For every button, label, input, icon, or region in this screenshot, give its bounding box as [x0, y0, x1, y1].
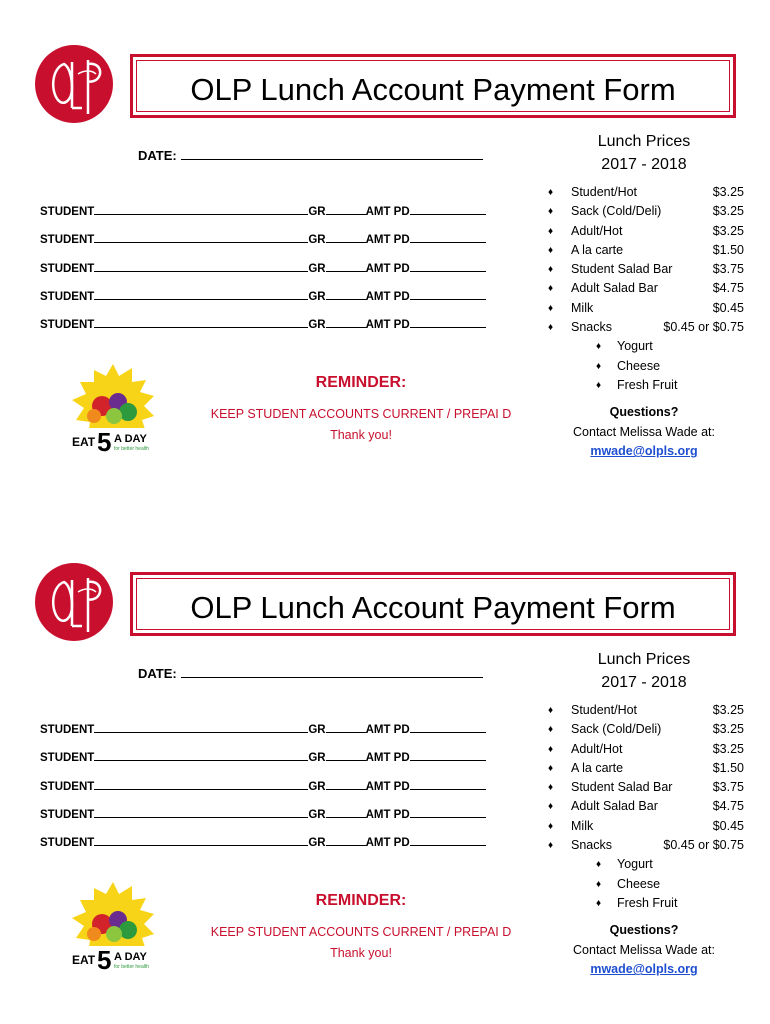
olp-logo-icon: [34, 44, 114, 124]
diamond-bullet-icon: ♦: [548, 264, 554, 276]
contact-block: [534, 921, 744, 980]
contact-email-link[interactable]: mwade@olpls.org: [590, 962, 698, 977]
student-line[interactable]: [94, 290, 308, 300]
price-item-value: $0.45 or $0.75: [663, 320, 744, 335]
amount-line[interactable]: [410, 290, 486, 300]
snack-item-label: Fresh Fruit: [617, 377, 678, 392]
date-line[interactable]: [181, 666, 483, 678]
grade-line[interactable]: [326, 780, 366, 790]
student-label: STUDENT: [40, 262, 95, 275]
price-item: [534, 279, 744, 298]
student-label: STUDENT: [40, 290, 95, 303]
date-label: DATE:: [138, 148, 177, 163]
reminder-block: [196, 374, 526, 446]
price-item-label: Milk: [571, 818, 594, 833]
grade-label: GR: [308, 837, 326, 850]
diamond-bullet-icon: ♦: [548, 820, 554, 832]
price-item-label: Sack (Cold/Deli): [571, 204, 662, 219]
snack-item-label: Yogurt: [617, 339, 653, 354]
lunch-prices-panel: [534, 648, 744, 980]
student-line[interactable]: [94, 780, 308, 790]
student-row[interactable]: [40, 723, 500, 751]
title-banner: [130, 572, 736, 636]
svg-text:5: 5: [97, 427, 112, 454]
amount-label: AMT PD: [365, 206, 410, 218]
svg-text:A DAY: A DAY: [114, 951, 147, 963]
price-item-value: $3.25: [712, 204, 744, 219]
student-label: STUDENT: [40, 752, 95, 765]
diamond-bullet-icon: ♦: [548, 743, 554, 755]
reminder-message: KEEP STUDENT ACCOUNTS CURRENT / PREPAI D: [210, 925, 512, 939]
price-item-value: $3.25: [712, 722, 744, 737]
student-label: STUDENT: [40, 319, 95, 332]
grade-line[interactable]: [326, 808, 366, 818]
price-item: [534, 778, 744, 797]
price-item: [534, 836, 744, 855]
amount-line[interactable]: [410, 780, 486, 790]
snack-item-label: Yogurt: [617, 857, 653, 872]
price-item-label: Milk: [571, 300, 594, 315]
svg-text:EAT: EAT: [72, 953, 96, 967]
diamond-bullet-icon: ♦: [596, 897, 602, 909]
student-row[interactable]: [40, 318, 500, 346]
diamond-bullet-icon: ♦: [548, 801, 554, 813]
student-row[interactable]: [40, 836, 500, 864]
price-item-value: $0.45: [712, 300, 744, 315]
grade-label: GR: [308, 319, 326, 332]
amount-label: AMT PD: [365, 262, 410, 275]
diamond-bullet-icon: ♦: [548, 762, 554, 774]
questions-label: Questions?: [609, 405, 679, 420]
prices-heading: Lunch Prices: [597, 133, 691, 150]
reminder-title: REMINDER:: [315, 892, 407, 909]
price-item-label: Student/Hot: [571, 185, 638, 199]
student-line[interactable]: [94, 808, 308, 818]
snack-list: [534, 855, 744, 913]
price-item: [534, 701, 744, 720]
reminder-title: REMINDER:: [315, 374, 407, 391]
diamond-bullet-icon: ♦: [548, 283, 554, 295]
snack-item-label: Cheese: [617, 358, 661, 373]
price-item-value: $3.25: [712, 741, 744, 756]
amount-label: AMT PD: [365, 319, 410, 332]
price-item-label: Adult/Hot: [571, 223, 623, 238]
price-item-value: $3.75: [712, 780, 744, 795]
diamond-bullet-icon: ♦: [548, 225, 554, 237]
price-item: [534, 759, 744, 778]
diamond-bullet-icon: ♦: [596, 859, 602, 871]
price-item-label: Adult Salad Bar: [571, 281, 658, 296]
price-item-value: $4.75: [712, 281, 744, 296]
snack-item: [534, 855, 744, 874]
student-row[interactable]: [40, 262, 500, 290]
student-line[interactable]: [94, 318, 308, 328]
price-item-value: $3.75: [712, 262, 744, 277]
student-row[interactable]: [40, 290, 500, 318]
grade-label: GR: [308, 234, 326, 247]
svg-text:for better health: for better health: [114, 964, 150, 970]
price-item-label: Snacks: [571, 320, 612, 335]
price-item-label: Student/Hot: [571, 703, 638, 717]
price-item-label: Student Salad Bar: [571, 780, 673, 795]
student-label: STUDENT: [40, 780, 95, 793]
price-item-label: Student Salad Bar: [571, 262, 673, 277]
amount-line[interactable]: [410, 808, 486, 818]
contact-block: [534, 403, 744, 462]
date-label: DATE:: [138, 666, 177, 681]
price-item-value: $4.75: [712, 799, 744, 814]
price-item: [534, 222, 744, 241]
amount-label: AMT PD: [365, 780, 410, 793]
student-line[interactable]: [94, 723, 308, 733]
price-item-label: A la carte: [571, 760, 624, 775]
reminder-block: [196, 892, 526, 964]
amount-label: AMT PD: [365, 808, 410, 821]
diamond-bullet-icon: ♦: [596, 379, 602, 391]
price-item: [534, 241, 744, 260]
price-item: [534, 318, 744, 337]
grade-line[interactable]: [326, 751, 366, 761]
amount-label: AMT PD: [365, 724, 410, 736]
snack-item: [534, 357, 744, 376]
grade-line[interactable]: [326, 318, 366, 328]
amount-line[interactable]: [410, 318, 486, 328]
eat-5-a-day-badge-icon: [64, 362, 162, 454]
grade-label: GR: [308, 290, 326, 303]
grade-line[interactable]: [326, 205, 366, 215]
student-rows: [40, 723, 500, 864]
lunch-prices-panel: [534, 130, 744, 462]
student-row[interactable]: [40, 780, 500, 808]
snack-item-label: Fresh Fruit: [617, 895, 678, 910]
svg-text:for better health: for better health: [114, 446, 150, 452]
amount-line[interactable]: [410, 836, 486, 846]
grade-label: GR: [308, 808, 326, 821]
diamond-bullet-icon: ♦: [548, 187, 554, 198]
price-item-value: $0.45: [712, 818, 744, 833]
amount-label: AMT PD: [365, 837, 410, 850]
student-line[interactable]: [94, 836, 308, 846]
student-label: STUDENT: [40, 808, 95, 821]
student-row[interactable]: [40, 751, 500, 779]
snack-item: [534, 894, 744, 913]
prices-heading: Lunch Prices: [597, 651, 691, 668]
eat-5-a-day-badge-icon: [64, 880, 162, 972]
grade-line[interactable]: [326, 836, 366, 846]
student-line[interactable]: [94, 233, 308, 243]
diamond-bullet-icon: ♦: [548, 302, 554, 314]
grade-line[interactable]: [326, 290, 366, 300]
price-item-value: $3.25: [712, 185, 744, 199]
student-line[interactable]: [94, 751, 308, 761]
grade-label: GR: [308, 262, 326, 275]
student-label: STUDENT: [40, 206, 95, 218]
price-item: [534, 740, 744, 759]
amount-label: AMT PD: [365, 752, 410, 765]
diamond-bullet-icon: ♦: [596, 878, 602, 890]
price-item-label: Adult Salad Bar: [571, 799, 658, 814]
snack-item: [534, 376, 744, 395]
svg-text:EAT: EAT: [72, 435, 96, 449]
diamond-bullet-icon: ♦: [548, 322, 554, 334]
contact-text: Contact Melissa Wade at:: [573, 424, 715, 439]
grade-label: GR: [308, 780, 326, 793]
price-item-value: $3.25: [712, 703, 744, 717]
price-item-label: A la carte: [571, 242, 624, 257]
diamond-bullet-icon: ♦: [548, 206, 554, 218]
student-line[interactable]: [94, 205, 308, 215]
form-title: OLP Lunch Account Payment Form: [190, 72, 676, 107]
diamond-bullet-icon: ♦: [548, 705, 554, 716]
form-title: OLP Lunch Account Payment Form: [190, 590, 676, 625]
amount-line[interactable]: [410, 723, 486, 733]
grade-label: GR: [308, 206, 326, 218]
payment-form-1: [0, 0, 770, 500]
price-item-value: $1.50: [712, 760, 744, 775]
student-label: STUDENT: [40, 724, 95, 736]
contact-text: Contact Melissa Wade at:: [573, 942, 715, 957]
diamond-bullet-icon: ♦: [548, 244, 554, 256]
student-rows: [40, 205, 500, 346]
price-item: [534, 183, 744, 202]
student-row[interactable]: [40, 233, 500, 261]
snack-item: [534, 875, 744, 894]
grade-line[interactable]: [326, 233, 366, 243]
price-item-value: $1.50: [712, 242, 744, 257]
amount-label: AMT PD: [365, 234, 410, 247]
diamond-bullet-icon: ♦: [596, 341, 602, 353]
student-row[interactable]: [40, 808, 500, 836]
price-item-value: $3.25: [712, 223, 744, 238]
price-list: [534, 701, 744, 913]
snack-list: [534, 337, 744, 395]
thank-you-text: Thank you!: [330, 946, 392, 960]
student-label: STUDENT: [40, 837, 95, 850]
grade-line[interactable]: [326, 723, 366, 733]
grade-label: GR: [308, 724, 326, 736]
price-item-value: $0.45 or $0.75: [663, 838, 744, 853]
price-item-label: Sack (Cold/Deli): [571, 722, 662, 737]
price-item: [534, 202, 744, 221]
diamond-bullet-icon: ♦: [596, 360, 602, 372]
price-item: [534, 817, 744, 836]
amount-line[interactable]: [410, 233, 486, 243]
reminder-message: KEEP STUDENT ACCOUNTS CURRENT / PREPAI D: [210, 407, 512, 421]
title-banner: [130, 54, 736, 118]
student-label: STUDENT: [40, 234, 95, 247]
amount-label: AMT PD: [365, 290, 410, 303]
diamond-bullet-icon: ♦: [548, 782, 554, 794]
amount-line[interactable]: [410, 262, 486, 272]
date-field[interactable]: [138, 666, 483, 681]
reminder-text: [196, 922, 526, 964]
student-row[interactable]: [40, 205, 500, 233]
price-item: [534, 797, 744, 816]
amount-line[interactable]: [410, 751, 486, 761]
svg-text:A DAY: A DAY: [114, 433, 147, 445]
olp-logo-icon: [34, 562, 114, 642]
svg-text:5: 5: [97, 945, 112, 972]
date-field[interactable]: [138, 148, 483, 163]
snack-item-label: Cheese: [617, 876, 661, 891]
price-list: [534, 183, 744, 395]
reminder-text: [196, 404, 526, 446]
amount-line[interactable]: [410, 205, 486, 215]
grade-line[interactable]: [326, 262, 366, 272]
questions-label: Questions?: [609, 923, 679, 938]
diamond-bullet-icon: ♦: [548, 724, 554, 736]
payment-form-2: [0, 518, 770, 1018]
date-line[interactable]: [181, 148, 483, 160]
price-item-label: Adult/Hot: [571, 741, 623, 756]
price-item: [534, 260, 744, 279]
contact-email-link[interactable]: mwade@olpls.org: [590, 444, 698, 459]
price-item: [534, 299, 744, 318]
thank-you-text: Thank you!: [330, 428, 392, 442]
price-item-label: Snacks: [571, 838, 612, 853]
diamond-bullet-icon: ♦: [548, 840, 554, 852]
snack-item: [534, 337, 744, 356]
student-line[interactable]: [94, 262, 308, 272]
prices-year: 2017 - 2018: [601, 674, 687, 691]
grade-label: GR: [308, 752, 326, 765]
price-item: [534, 720, 744, 739]
prices-year: 2017 - 2018: [601, 156, 687, 173]
